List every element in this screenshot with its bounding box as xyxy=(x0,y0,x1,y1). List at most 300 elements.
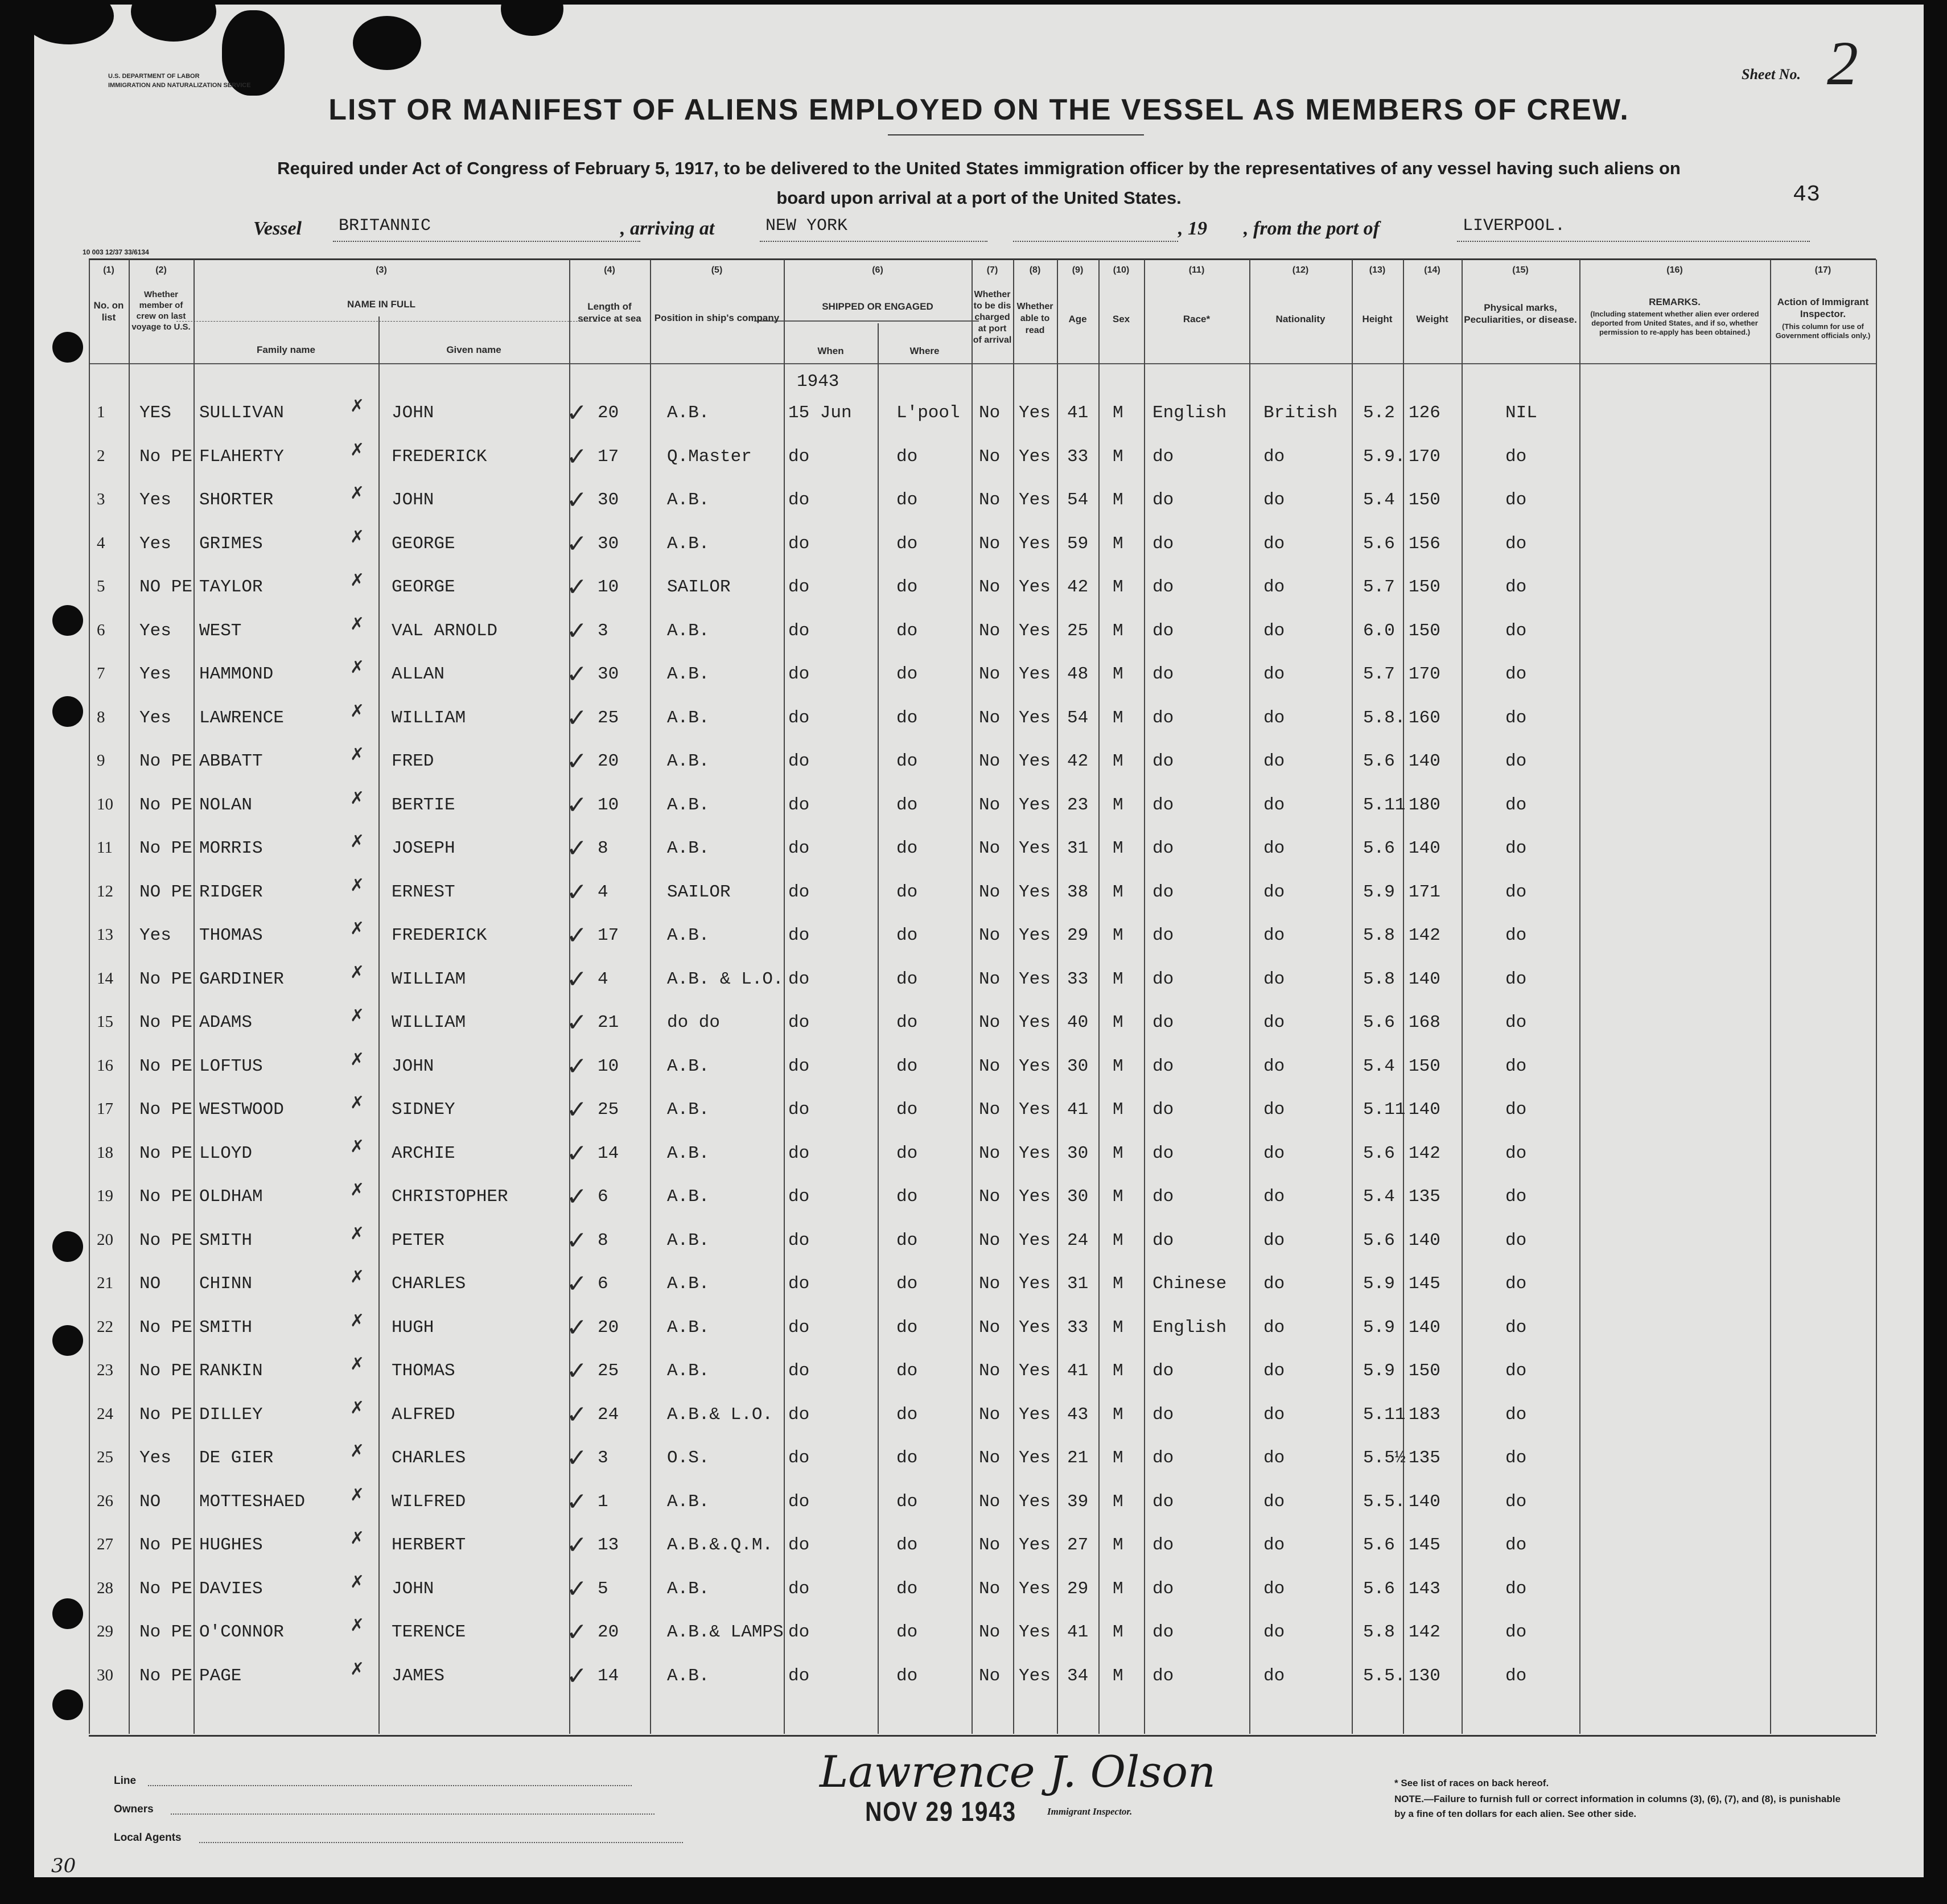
header-where: Where xyxy=(909,346,940,356)
cell-position: A.B. xyxy=(667,1187,710,1207)
header-family-name: Family name xyxy=(257,344,315,355)
cell-age: 33 xyxy=(1067,969,1089,989)
cell-nationality: do xyxy=(1263,1100,1285,1120)
cell-given: GEORGE xyxy=(392,577,455,597)
cell-physical: do xyxy=(1505,1448,1527,1468)
cell-family: HAMMOND xyxy=(199,664,274,684)
cell-service: 17 xyxy=(598,447,619,467)
cell-service: 6 xyxy=(598,1274,608,1294)
cell-weight: 145 xyxy=(1409,1274,1440,1294)
cell-when: do xyxy=(788,1318,810,1338)
cell-sex: M xyxy=(1113,708,1123,728)
cell-position: A.B.& LAMPS xyxy=(667,1622,784,1642)
cell-family: WEST xyxy=(199,621,242,641)
header-given-name: Given name xyxy=(446,344,501,355)
cell-family: DILLEY xyxy=(199,1405,263,1425)
cell-given: VAL ARNOLD xyxy=(392,621,498,641)
cell-discharged: No xyxy=(979,1318,1001,1338)
cell-when: do xyxy=(788,1056,810,1076)
cell-age: 38 xyxy=(1067,882,1089,902)
cell-crew: No PE xyxy=(139,1144,193,1163)
sheet-number: 2 xyxy=(1827,28,1858,98)
col-rule xyxy=(1403,260,1404,1734)
cell-no: 1 xyxy=(97,403,105,421)
cell-weight: 150 xyxy=(1409,577,1440,597)
cell-service: 1 xyxy=(598,1492,608,1512)
header-race: Race* xyxy=(1183,314,1211,324)
cell-read: Yes xyxy=(1019,969,1051,989)
cell-given: JAMES xyxy=(392,1666,445,1686)
cell-given: JOHN xyxy=(392,1579,434,1599)
cell-height: 6.0 xyxy=(1363,621,1395,641)
cell-weight: 142 xyxy=(1409,1144,1440,1163)
cell-position: Q.Master xyxy=(667,447,752,467)
cell-no: 19 xyxy=(97,1187,113,1205)
col-rule xyxy=(129,260,130,1734)
cell-discharged: No xyxy=(979,926,1001,945)
cell-where: do xyxy=(896,1144,918,1163)
check-mark-icon: ✓ xyxy=(566,573,587,602)
cell-discharged: No xyxy=(979,1231,1001,1251)
cell-family: GRIMES xyxy=(199,534,263,554)
cell-position: A.B. xyxy=(667,403,710,423)
cell-where: do xyxy=(896,1013,918,1033)
line-field xyxy=(148,1785,632,1786)
cell-read: Yes xyxy=(1019,1579,1051,1599)
cell-race: English xyxy=(1152,403,1227,423)
cell-sex: M xyxy=(1113,1274,1123,1294)
cross-mark-icon: ✗ xyxy=(350,1137,365,1157)
cell-given: GEORGE xyxy=(392,534,455,554)
cell-physical: do xyxy=(1505,577,1527,597)
cell-service: 3 xyxy=(598,1448,608,1468)
cell-nationality: do xyxy=(1263,1622,1285,1642)
cell-sex: M xyxy=(1113,1013,1123,1033)
cell-where: do xyxy=(896,490,918,510)
cell-given: JOHN xyxy=(392,1056,434,1076)
check-mark-icon: ✓ xyxy=(566,1269,587,1298)
cell-when: do xyxy=(788,577,810,597)
cell-height: 5.8 xyxy=(1363,926,1395,945)
cell-sex: M xyxy=(1113,1318,1123,1338)
check-mark-icon: ✓ xyxy=(566,1095,587,1124)
cell-nationality: do xyxy=(1263,1274,1285,1294)
cell-no: 17 xyxy=(97,1100,113,1118)
cell-weight: 140 xyxy=(1409,1492,1440,1512)
cell-read: Yes xyxy=(1019,1274,1051,1294)
cell-no: 10 xyxy=(97,795,113,813)
cell-read: Yes xyxy=(1019,1622,1051,1642)
cell-race: do xyxy=(1152,447,1174,467)
cell-height: 5.4 xyxy=(1363,1056,1395,1076)
cell-service: 20 xyxy=(598,1622,619,1642)
cell-where: do xyxy=(896,708,918,728)
cell-age: 24 xyxy=(1067,1231,1089,1251)
col-rule xyxy=(378,316,380,1734)
cell-sex: M xyxy=(1113,534,1123,554)
cell-read: Yes xyxy=(1019,1448,1051,1468)
cross-mark-icon: ✗ xyxy=(350,1485,365,1505)
cell-age: 40 xyxy=(1067,1013,1089,1033)
check-mark-icon: ✓ xyxy=(566,1618,587,1647)
cell-race: do xyxy=(1152,1405,1174,1425)
cell-sex: M xyxy=(1113,751,1123,771)
cell-age: 27 xyxy=(1067,1535,1089,1555)
cell-nationality: do xyxy=(1263,1144,1285,1163)
col-rule xyxy=(1013,260,1014,1734)
cell-service: 5 xyxy=(598,1579,608,1599)
cell-given: CHARLES xyxy=(392,1274,466,1294)
cell-height: 5.6 xyxy=(1363,1579,1395,1599)
cell-position: A.B. xyxy=(667,751,710,771)
cell-when: do xyxy=(788,708,810,728)
cell-no: 23 xyxy=(97,1361,113,1379)
cell-height: 5.7 xyxy=(1363,577,1395,597)
cell-given: WILLIAM xyxy=(392,1013,466,1033)
cell-weight: 150 xyxy=(1409,490,1440,510)
col-number: (12) xyxy=(1292,265,1309,275)
cell-family: HUGHES xyxy=(199,1535,263,1555)
col-number: (5) xyxy=(711,265,723,275)
cell-when: do xyxy=(788,490,810,510)
cell-height: 5.5. xyxy=(1363,1666,1406,1686)
cell-when: do xyxy=(788,751,810,771)
cell-family: DE GIER xyxy=(199,1448,274,1468)
cell-height: 5.5½ xyxy=(1363,1448,1406,1468)
check-mark-icon: ✓ xyxy=(566,1662,587,1691)
header-action: Action of Immigrant Inspector. xyxy=(1777,297,1869,319)
cell-height: 5.11 xyxy=(1363,1100,1406,1120)
cell-discharged: No xyxy=(979,1100,1001,1120)
header-physical: Physical marks, Peculiarities, or disease. xyxy=(1464,302,1577,325)
cell-given: TERENCE xyxy=(392,1622,466,1642)
cell-read: Yes xyxy=(1019,534,1051,554)
col-number: (2) xyxy=(155,265,167,275)
check-mark-icon: ✓ xyxy=(566,1400,587,1429)
cell-position: A.B. xyxy=(667,664,710,684)
cell-race: do xyxy=(1152,1535,1174,1555)
arrival-port: NEW YORK xyxy=(765,216,848,236)
cell-physical: do xyxy=(1505,969,1527,989)
cell-physical: do xyxy=(1505,838,1527,858)
cell-position: O.S. xyxy=(667,1448,710,1468)
cell-position: A.B. xyxy=(667,708,710,728)
cell-given: ERNEST xyxy=(392,882,455,902)
cell-weight: 140 xyxy=(1409,1231,1440,1251)
cell-race: do xyxy=(1152,1579,1174,1599)
cell-physical: do xyxy=(1505,708,1527,728)
cell-weight: 171 xyxy=(1409,882,1440,902)
cell-given: PETER xyxy=(392,1231,445,1251)
cell-where: do xyxy=(896,1405,918,1425)
cell-crew: No PE xyxy=(139,838,193,858)
cell-height: 5.11 xyxy=(1363,795,1406,815)
cell-sex: M xyxy=(1113,1056,1123,1076)
cell-crew: Yes xyxy=(139,708,171,728)
cell-age: 59 xyxy=(1067,534,1089,554)
cell-given: THOMAS xyxy=(392,1361,455,1381)
punch-hole xyxy=(52,1325,83,1356)
col-rule xyxy=(1352,260,1353,1734)
col-number: (6) xyxy=(872,265,883,275)
col-number: (11) xyxy=(1188,265,1205,275)
cell-crew: NO xyxy=(139,1492,161,1512)
cell-service: 14 xyxy=(598,1144,619,1163)
cell-given: SIDNEY xyxy=(392,1100,455,1120)
cell-position: A.B. xyxy=(667,1318,710,1338)
cell-family: THOMAS xyxy=(199,926,263,945)
col-rule xyxy=(972,260,973,1734)
owners-field xyxy=(171,1813,655,1815)
cell-read: Yes xyxy=(1019,708,1051,728)
cell-read: Yes xyxy=(1019,795,1051,815)
col-rule xyxy=(1249,260,1250,1734)
cross-mark-icon: ✗ xyxy=(350,1180,365,1200)
cell-service: 21 xyxy=(598,1013,619,1033)
cell-race: do xyxy=(1152,1622,1174,1642)
cell-age: 31 xyxy=(1067,1274,1089,1294)
cell-crew: Yes xyxy=(139,1448,171,1468)
cell-weight: 156 xyxy=(1409,534,1440,554)
cell-given: JOHN xyxy=(392,403,434,423)
cross-mark-icon: ✗ xyxy=(350,1006,365,1026)
cell-race: do xyxy=(1152,1100,1174,1120)
col-rule xyxy=(650,260,651,1734)
header-bottom-rule xyxy=(89,363,1876,364)
cell-sex: M xyxy=(1113,403,1123,423)
cell-nationality: do xyxy=(1263,1666,1285,1686)
cell-service: 25 xyxy=(598,1100,619,1120)
cell-where: L'pool xyxy=(896,403,960,423)
cell-age: 54 xyxy=(1067,708,1089,728)
cell-read: Yes xyxy=(1019,1318,1051,1338)
cell-age: 34 xyxy=(1067,1666,1089,1686)
check-mark-icon: ✓ xyxy=(566,1313,587,1342)
cell-discharged: No xyxy=(979,795,1001,815)
cell-when: do xyxy=(788,838,810,858)
check-mark-icon: ✓ xyxy=(566,1139,587,1168)
cell-crew: No PE xyxy=(139,1187,193,1207)
cell-weight: 168 xyxy=(1409,1013,1440,1033)
ink-blot xyxy=(501,5,563,36)
cell-nationality: do xyxy=(1263,1056,1285,1076)
cell-nationality: do xyxy=(1263,708,1285,728)
header-nationality: Nationality xyxy=(1275,314,1326,324)
cell-height: 5.7 xyxy=(1363,664,1395,684)
header-remarks-note: (Including statement whether alien ever ordered deported from United States, and if so, whether permission to re-apply has been obtained.) xyxy=(1590,310,1759,336)
cell-race: do xyxy=(1152,664,1174,684)
name-subrule xyxy=(176,321,598,322)
cell-when: do xyxy=(788,1013,810,1033)
cell-position: SAILOR xyxy=(667,882,731,902)
cell-age: 54 xyxy=(1067,490,1089,510)
cell-nationality: do xyxy=(1263,838,1285,858)
col-number: (8) xyxy=(1029,265,1041,275)
cell-where: do xyxy=(896,577,918,597)
header-able-read: Whether able to read xyxy=(1016,302,1053,335)
departure-port: LIVERPOOL. xyxy=(1463,216,1566,236)
cross-mark-icon: ✗ xyxy=(350,745,365,764)
cell-given: FREDERICK xyxy=(392,926,487,945)
cell-weight: 183 xyxy=(1409,1405,1440,1425)
cell-where: do xyxy=(896,1579,918,1599)
cell-nationality: do xyxy=(1263,490,1285,510)
cell-read: Yes xyxy=(1019,1361,1051,1381)
col-number: (17) xyxy=(1814,265,1831,275)
cell-family: MOTTESHAED xyxy=(199,1492,306,1512)
cross-mark-icon: ✗ xyxy=(350,440,365,460)
header-length-service: Length of service at sea xyxy=(578,301,641,324)
cross-mark-icon: ✗ xyxy=(350,1224,365,1244)
cell-race: do xyxy=(1152,577,1174,597)
punch-hole xyxy=(52,1231,83,1262)
check-mark-icon: ✓ xyxy=(566,398,587,427)
col-number: (14) xyxy=(1424,265,1440,275)
cell-read: Yes xyxy=(1019,403,1051,423)
cell-where: do xyxy=(896,1492,918,1512)
cell-read: Yes xyxy=(1019,1100,1051,1120)
cell-crew: YES xyxy=(139,403,171,423)
check-mark-icon: ✓ xyxy=(566,791,587,820)
cell-family: ABBATT xyxy=(199,751,263,771)
cell-when: do xyxy=(788,882,810,902)
cell-age: 41 xyxy=(1067,1361,1089,1381)
cell-height: 5.11 xyxy=(1363,1405,1406,1425)
ink-blot xyxy=(353,16,421,70)
cell-read: Yes xyxy=(1019,926,1051,945)
check-mark-icon: ✓ xyxy=(566,616,587,645)
cross-mark-icon: ✗ xyxy=(350,1615,365,1635)
cell-no: 20 xyxy=(97,1231,113,1249)
cell-no: 13 xyxy=(97,926,113,944)
cell-race: do xyxy=(1152,1361,1174,1381)
cell-sex: M xyxy=(1113,838,1123,858)
cell-nationality: do xyxy=(1263,664,1285,684)
cell-where: do xyxy=(896,664,918,684)
cell-sex: M xyxy=(1113,1579,1123,1599)
cell-when: do xyxy=(788,1231,810,1251)
cell-discharged: No xyxy=(979,1666,1001,1686)
cell-family: WESTWOOD xyxy=(199,1100,284,1120)
cell-service: 8 xyxy=(598,838,608,858)
cell-crew: No PE xyxy=(139,1535,193,1555)
cell-height: 5.8. xyxy=(1363,708,1406,728)
cell-weight: 180 xyxy=(1409,795,1440,815)
cell-given: JOHN xyxy=(392,490,434,510)
cell-when: do xyxy=(788,1535,810,1555)
check-mark-icon: ✓ xyxy=(566,529,587,558)
cell-when: do xyxy=(788,1361,810,1381)
cell-when: do xyxy=(788,926,810,945)
cell-family: OLDHAM xyxy=(199,1187,263,1207)
cell-no: 11 xyxy=(97,838,113,857)
manifest-sheet xyxy=(34,5,1924,1877)
cell-given: CHRISTOPHER xyxy=(392,1187,508,1207)
cell-sex: M xyxy=(1113,447,1123,467)
cell-read: Yes xyxy=(1019,1013,1051,1033)
cell-where: do xyxy=(896,1318,918,1338)
cell-position: A.B. xyxy=(667,1100,710,1120)
inspector-label: Immigrant Inspector. xyxy=(1047,1806,1133,1817)
cell-given: ALFRED xyxy=(392,1405,455,1425)
cell-height: 5.2 xyxy=(1363,403,1395,423)
cell-read: Yes xyxy=(1019,447,1051,467)
cell-weight: 140 xyxy=(1409,1100,1440,1120)
check-mark-icon: ✓ xyxy=(566,486,587,515)
col-rule xyxy=(784,260,785,1734)
cell-when: do xyxy=(788,1187,810,1207)
cross-mark-icon: ✗ xyxy=(350,1528,365,1548)
cell-position: A.B.& L.O. xyxy=(667,1405,773,1425)
punch-hole xyxy=(52,605,83,636)
check-mark-icon: ✓ xyxy=(566,1226,587,1255)
cell-discharged: No xyxy=(979,1405,1001,1425)
cell-crew: Yes xyxy=(139,490,171,510)
cell-race: do xyxy=(1152,1013,1174,1033)
cell-where: do xyxy=(896,1056,918,1076)
check-mark-icon: ✓ xyxy=(566,1356,587,1385)
cell-crew: NO PE xyxy=(139,577,193,597)
header-sex: Sex xyxy=(1112,314,1130,324)
cell-race: do xyxy=(1152,534,1174,554)
cell-when: do xyxy=(788,1274,810,1294)
cell-no: 25 xyxy=(97,1448,113,1466)
departure-line xyxy=(1457,241,1810,242)
cell-nationality: do xyxy=(1263,1231,1285,1251)
cell-when: do xyxy=(788,1405,810,1425)
cell-discharged: No xyxy=(979,1579,1001,1599)
check-mark-icon: ✓ xyxy=(566,1487,587,1516)
check-mark-icon: ✓ xyxy=(566,1574,587,1603)
cross-mark-icon: ✗ xyxy=(350,1398,365,1418)
cell-crew: No PE xyxy=(139,969,193,989)
cell-sex: M xyxy=(1113,1405,1123,1425)
col-number: (1) xyxy=(103,265,114,275)
cell-position: A.B. & L.O. xyxy=(667,969,784,989)
cell-weight: 170 xyxy=(1409,664,1440,684)
cell-position: A.B. xyxy=(667,490,710,510)
cell-position: A.B. xyxy=(667,1274,710,1294)
year-label: , 19 xyxy=(1178,218,1207,239)
cell-sex: M xyxy=(1113,795,1123,815)
cell-discharged: No xyxy=(979,1187,1001,1207)
cell-crew: No PE xyxy=(139,1666,193,1686)
cell-when: do xyxy=(788,969,810,989)
cell-height: 5.9 xyxy=(1363,1318,1395,1338)
cell-position: A.B. xyxy=(667,621,710,641)
cell-race: do xyxy=(1152,708,1174,728)
cell-weight: 150 xyxy=(1409,1361,1440,1381)
cross-mark-icon: ✗ xyxy=(350,788,365,808)
cell-discharged: No xyxy=(979,1361,1001,1381)
cell-age: 33 xyxy=(1067,447,1089,467)
cell-no: 6 xyxy=(97,621,105,639)
ink-blot xyxy=(131,5,216,42)
cell-race: do xyxy=(1152,838,1174,858)
cell-position: A.B. xyxy=(667,1144,710,1163)
cell-nationality: do xyxy=(1263,926,1285,945)
cell-physical: do xyxy=(1505,664,1527,684)
cell-service: 6 xyxy=(598,1187,608,1207)
cell-service: 25 xyxy=(598,1361,619,1381)
cell-discharged: No xyxy=(979,664,1001,684)
cell-family: O'CONNOR xyxy=(199,1622,284,1642)
cell-when: 15 Jun xyxy=(788,403,852,423)
cell-height: 5.6 xyxy=(1363,1013,1395,1033)
cell-no: 30 xyxy=(97,1666,113,1684)
cell-position: A.B. xyxy=(667,1231,710,1251)
cell-age: 41 xyxy=(1067,403,1089,423)
